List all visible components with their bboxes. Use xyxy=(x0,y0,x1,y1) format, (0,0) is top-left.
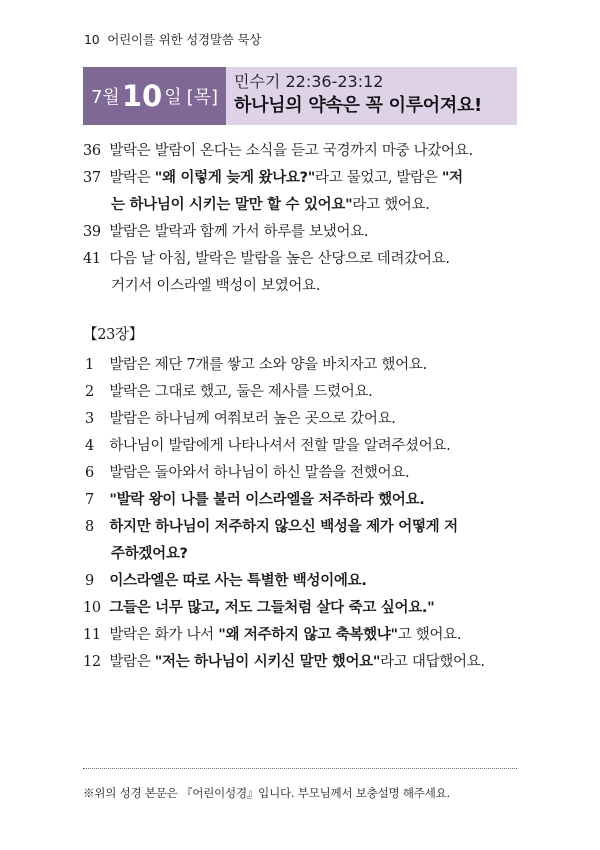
verse-22-41 xyxy=(83,246,523,273)
verse-number: 8 xyxy=(85,519,94,535)
page-number: 10 xyxy=(84,32,100,47)
date-month: 7월 xyxy=(90,87,120,108)
verse-number: 10 xyxy=(83,600,101,616)
book-title: 어린이를 위한 성경말씀 묵상 xyxy=(107,32,262,47)
verse-number: 2 xyxy=(85,384,94,400)
title-box xyxy=(226,67,517,125)
verse-text: 발람은 돌아와서 하나님이 하신 말씀을 전했어요. xyxy=(109,465,410,481)
verse-23-6 xyxy=(83,460,523,487)
quote-text: "발락 왕이 나를 불러 이스라엘을 저주하라 했어요. xyxy=(109,492,425,508)
verse-text: 발람은 발락과 함께 가서 하루를 보냈어요. xyxy=(109,224,369,240)
verse-22-39 xyxy=(83,219,523,246)
verse-22-41-continued xyxy=(83,273,523,300)
quote-text: 주하겠어요? xyxy=(111,546,188,562)
verse-23-9 xyxy=(83,568,523,595)
verse-text: 거기서 이스라엘 백성이 보였어요. xyxy=(111,278,321,294)
quote-text: "왜 이렇게 늦게 왔나요?" xyxy=(154,170,315,186)
verse-22-37 xyxy=(83,165,523,192)
verse-text: 라고 했어요. xyxy=(352,197,430,213)
chapter-heading: 【23장】 xyxy=(83,327,143,343)
verse-22-37-continued xyxy=(83,192,523,219)
verse-23-8-continued xyxy=(83,541,523,568)
verse-text: 발락은 xyxy=(109,170,155,186)
verse-23-7 xyxy=(83,487,523,514)
date-box xyxy=(83,67,226,125)
verse-number: 6 xyxy=(85,465,94,481)
scripture-reference: 민수기 22:36-23:12 xyxy=(234,72,384,91)
quote-text: 하지만 하나님이 저주하지 않으신 백성을 제가 어떻게 저 xyxy=(109,519,458,535)
verse-23-3 xyxy=(83,406,523,433)
verse-23-11 xyxy=(83,622,523,649)
verse-number: 4 xyxy=(85,438,94,454)
running-header xyxy=(84,30,261,48)
quote-text: "왜 저주하지 않고 축복했냐" xyxy=(218,627,398,643)
verse-23-12 xyxy=(83,649,523,676)
verse-23-4 xyxy=(83,433,523,460)
date-weekday: [목] xyxy=(186,87,219,108)
verse-number: 7 xyxy=(85,492,94,508)
verse-number: 39 xyxy=(83,224,101,240)
quote-text: "저 xyxy=(441,170,463,186)
quote-text: "저는 하나님이 시키신 말만 했어요" xyxy=(154,654,381,670)
footnote: ※위의 성경 본문은 『어린이성경』입니다. 부모님께서 보충설명 해주세요. xyxy=(83,786,450,800)
verse-23-1 xyxy=(83,352,523,379)
verse-number: 37 xyxy=(83,170,101,186)
verse-text: 발람은 제단 7개를 쌓고 소와 양을 바치자고 했어요. xyxy=(109,357,427,373)
verse-text: 다음 날 아침, 발락은 발람을 높은 산당으로 데려갔어요. xyxy=(109,251,450,267)
verse-text: 고 했어요. xyxy=(397,627,462,643)
verse-text: 라고 물었고, 발람은 xyxy=(314,170,442,186)
scripture-body xyxy=(83,138,523,676)
verse-text: 발람은 하나님께 여쭤보러 높은 곳으로 갔어요. xyxy=(109,411,396,427)
verse-text: 발락은 화가 나서 xyxy=(109,627,219,643)
verse-number: 41 xyxy=(83,251,101,267)
verse-number: 12 xyxy=(83,654,101,670)
page-title: 하나님의 약속은 꼭 이루어져요! xyxy=(234,95,482,116)
verse-23-2 xyxy=(83,379,523,406)
verse-number: 36 xyxy=(83,143,101,159)
verse-number: 11 xyxy=(83,627,101,643)
verse-text: 발락은 그대로 했고, 둘은 제사를 드렸어요. xyxy=(109,384,373,400)
verse-text: 발락은 발람이 온다는 소식을 듣고 국경까지 마중 나갔어요. xyxy=(109,143,473,159)
verse-number: 9 xyxy=(85,573,94,589)
verse-text: 라고 대답했어요. xyxy=(380,654,485,670)
footer-divider xyxy=(83,768,517,769)
date-title-banner xyxy=(83,67,517,125)
date-day-unit: 일 xyxy=(164,87,182,108)
verse-23-10 xyxy=(83,595,523,622)
verse-23-8 xyxy=(83,514,523,541)
verse-22-36 xyxy=(83,138,523,165)
verse-number: 1 xyxy=(85,357,94,373)
verse-text: 하나님이 발람에게 나타나셔서 전할 말을 알려주셨어요. xyxy=(109,438,451,454)
verse-number: 3 xyxy=(85,411,94,427)
quote-text: 그들은 너무 많고, 저도 그들처럼 살다 죽고 싶어요." xyxy=(109,600,435,616)
quote-text: 는 하나님이 시키는 말만 할 수 있어요" xyxy=(111,197,353,213)
date-day: 10 xyxy=(121,79,163,113)
quote-text: 이스라엘은 따로 사는 특별한 백성이에요. xyxy=(109,573,367,589)
verse-text: 발람은 xyxy=(109,654,155,670)
